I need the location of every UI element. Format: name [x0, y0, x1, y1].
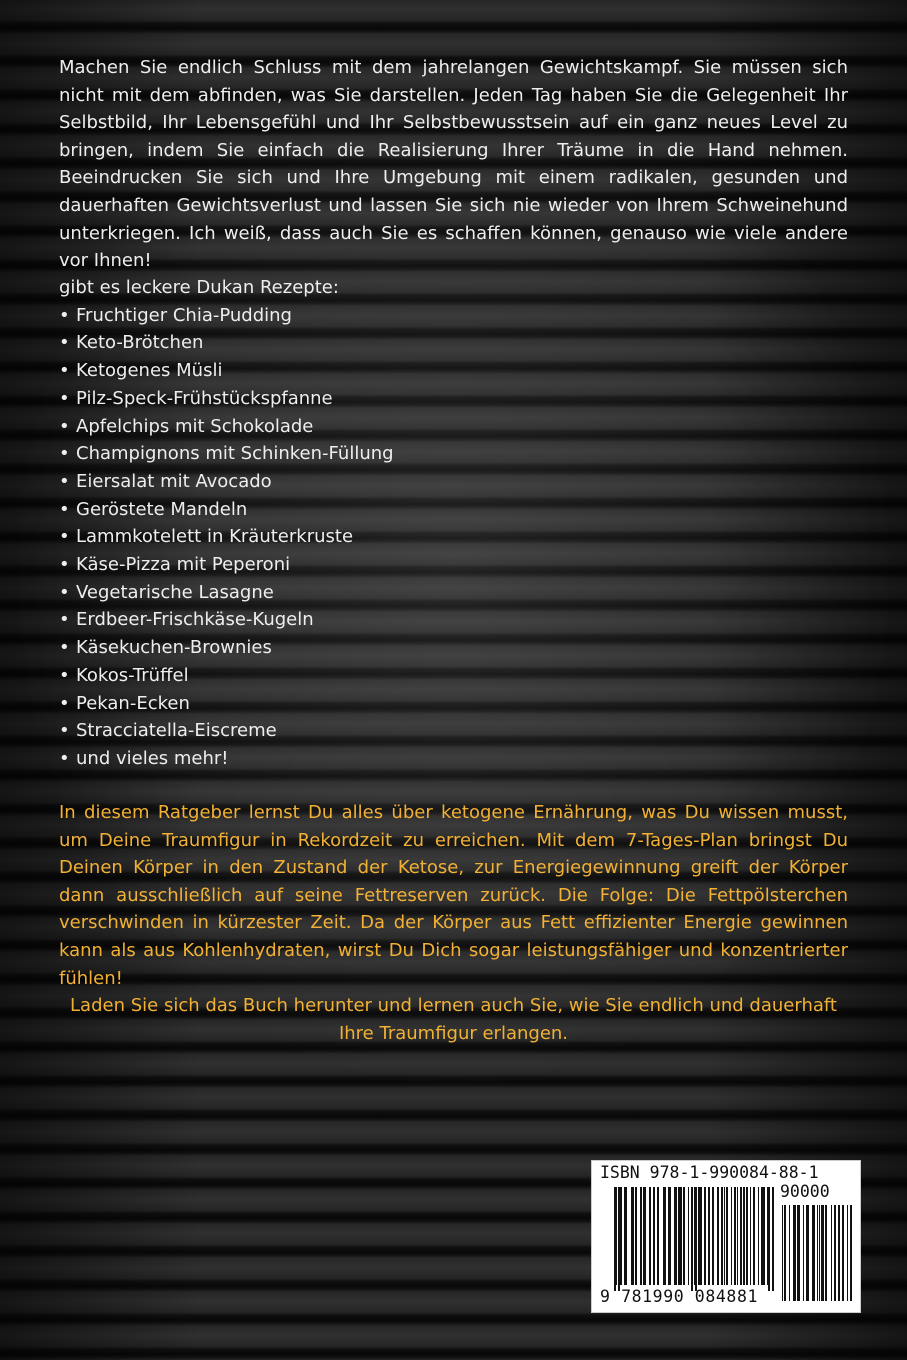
recipe-list-item: [59, 302, 559, 330]
barcode-bar: [683, 1187, 685, 1285]
barcode-guard-bar: [695, 1187, 697, 1291]
recipe-name: Fruchtiger Chia-Pudding: [76, 304, 292, 326]
barcode-bar: [704, 1187, 706, 1285]
recipe-name: Ketogenes Müsli: [76, 360, 223, 382]
barcode-guard-bar: [772, 1187, 774, 1291]
barcode-bar: [668, 1187, 671, 1285]
ean-digits: 9 781990 084881: [600, 1287, 759, 1306]
recipe-name: Käsekuchen-Brownies: [76, 637, 272, 659]
bullet-icon: •: [59, 387, 70, 409]
recipe-list-item: [59, 606, 559, 634]
intro-paragraph: Machen Sie endlich Schluss mit dem jahrelangen Gewichtskampf. Sie müssen sich nicht mit dem abfinden, was Sie darstellen. Jeden Tag haben Sie die Gelegenheit Ihr Selbstbild, Ihr Lebensgefühl und Ihr Selbstbewusstsein auf ein ganz neues Level zu bringen, indem Sie einfach die Realisierung Ihrer Träume in die Hand nehmen. Beeindrucken Sie sich und Ihre Umgebung mit einem radikalen, gesunden und dauerhaften Gewichtsverlust und lassen Sie sich nie wieder von Ihrem Schweinehund unterkriegen. Ich weiß, dass auch Sie es schaffen können, genauso wie viele andere vor Ihnen!: [59, 57, 848, 272]
bullet-icon: •: [59, 692, 70, 714]
recipe-name: Lammkotelett in Kräuterkruste: [76, 526, 354, 548]
recipe-list-item: [59, 468, 559, 496]
recipe-list-item: [59, 413, 559, 441]
barcode-addon-code: 90000: [780, 1182, 830, 1201]
barcode-bar: [793, 1205, 796, 1301]
barcode-bar: [712, 1187, 714, 1285]
barcode-bar: [737, 1187, 738, 1285]
recipe-list-item: [59, 496, 559, 524]
recipe-name: Erdbeer-Frischkäse-Kugeln: [76, 609, 314, 631]
barcode-bar: [850, 1205, 852, 1301]
barcode-bar: [838, 1205, 840, 1301]
recipe-list-item: [59, 385, 559, 413]
bullet-icon: •: [59, 609, 70, 631]
barcode-guard-bar: [691, 1187, 693, 1291]
recipe-name: Kokos-Trüffel: [76, 664, 189, 686]
barcode-guard-bar: [768, 1187, 770, 1291]
bullet-icon: •: [59, 415, 70, 437]
barcode-bar: [834, 1205, 836, 1301]
barcode-bar: [698, 1187, 702, 1285]
call-to-action: Laden Sie sich das Buch herunter und lernen auch Sie, wie Sie endlich und dauerhaft Ihre Traumfigur erlangen.: [70, 995, 837, 1044]
barcode-guard-bar: [614, 1187, 616, 1291]
barcode-bar: [743, 1187, 745, 1285]
recipe-name: Pekan-Ecken: [76, 692, 190, 714]
recipe-list-item: [59, 357, 559, 385]
bullet-icon: •: [59, 470, 70, 492]
recipe-name: Pilz-Speck-Frühstückspfanne: [76, 387, 333, 409]
barcode-bar: [674, 1187, 677, 1285]
bullet-icon: •: [59, 747, 70, 769]
barcode-bar: [819, 1205, 820, 1301]
recipe-list-item: [59, 690, 559, 718]
barcode-bar: [782, 1205, 783, 1301]
barcode-bar: [678, 1187, 682, 1285]
recipe-name: Apfelchips mit Schokolade: [76, 415, 314, 437]
barcode-bar: [657, 1187, 659, 1285]
bullet-icon: •: [59, 498, 70, 520]
bullet-icon: •: [59, 304, 70, 326]
barcode-bar: [708, 1187, 710, 1285]
barcode-bar: [758, 1187, 759, 1285]
bullet-icon: •: [59, 664, 70, 686]
bullet-icon: •: [59, 554, 70, 576]
barcode-bar: [847, 1205, 848, 1301]
recipe-name: Eiersalat mit Avocado: [76, 470, 272, 492]
barcode-bar: [663, 1187, 666, 1285]
barcode-bar: [635, 1187, 637, 1285]
recipe-heading: gibt es leckere Dukan Rezepte:: [59, 277, 339, 298]
barcode-bar: [624, 1187, 627, 1285]
barcode-bar: [817, 1205, 818, 1301]
recipe-name: Vegetarische Lasagne: [76, 581, 274, 603]
isbn-label: ISBN 978-1-990084-88-1: [600, 1163, 819, 1182]
barcode-bar: [789, 1205, 790, 1301]
barcode-bar: [731, 1187, 732, 1285]
barcode-guard-bar: [618, 1187, 620, 1291]
barcode-bar: [631, 1187, 634, 1285]
isbn-barcode-panel: [591, 1160, 861, 1313]
barcode-bar: [761, 1187, 765, 1285]
barcode-bar: [803, 1205, 804, 1301]
barcode-bar: [640, 1187, 642, 1285]
barcode-bar: [842, 1205, 844, 1301]
barcode-bar: [831, 1205, 832, 1301]
barcode-bar: [726, 1187, 728, 1285]
recipe-section: [59, 274, 559, 773]
recipe-list-item: [59, 329, 559, 357]
barcode-bar: [821, 1205, 824, 1301]
recipe-name: Keto-Brötchen: [76, 332, 204, 354]
recipe-list-item: [59, 634, 559, 662]
barcode-bar: [812, 1205, 815, 1301]
barcode-bar: [649, 1187, 651, 1285]
recipe-list-item: [59, 551, 559, 579]
recipe-name: Stracciatella-Eiscreme: [76, 720, 277, 742]
barcode-bar: [797, 1205, 800, 1301]
barcode-bar: [746, 1187, 748, 1285]
barcode-bar: [717, 1187, 719, 1285]
recipe-list-item: [59, 662, 559, 690]
recipe-name: Käse-Pizza mit Peperoni: [76, 554, 291, 576]
barcode-bar: [750, 1187, 751, 1285]
recipe-list: [59, 302, 559, 773]
bullet-icon: •: [59, 581, 70, 603]
barcode-bar: [734, 1187, 736, 1285]
barcode-bar: [724, 1187, 725, 1285]
barcode-bar: [740, 1187, 742, 1285]
recipe-list-item: [59, 523, 559, 551]
bullet-icon: •: [59, 720, 70, 742]
recipe-list-item: [59, 579, 559, 607]
promo-paragraph: In diesem Ratgeber lernst Du alles über ketogene Ernährung, was Du wissen musst, um Deine Traumfigur in Rekordzeit zu erreichen. Mit dem 7-Tages-Plan bringst Du Deinen Körper in den Zustand der Ketose, zur Energiegewinnung greift der Körper dann ausschließlich auf seine Fettreserven zurück. Die Folge: Die Fettpölsterchen verschwinden in kürzester Zeit. Da der Körper aus Fett effizienter Energie gewinnen kann als aus Kohlenhydraten, wirst Du Dich sogar leistungsfähiger und konzentrierter fühlen!: [59, 802, 848, 989]
recipe-name: Champignons mit Schinken-Füllung: [76, 443, 394, 465]
barcode-bar: [643, 1187, 646, 1285]
barcode-bar: [753, 1187, 755, 1285]
barcode-bar: [688, 1187, 689, 1285]
recipe-name: und vieles mehr!: [76, 747, 229, 769]
barcode-bar: [653, 1187, 655, 1285]
bullet-icon: •: [59, 332, 70, 354]
recipe-list-item: [59, 440, 559, 468]
recipe-list-item: [59, 745, 559, 773]
barcode-bar: [825, 1205, 827, 1301]
barcode-bar: [721, 1187, 723, 1285]
promo-section: [59, 799, 848, 1047]
bullet-icon: •: [59, 443, 70, 465]
bullet-icon: •: [59, 526, 70, 548]
bullet-icon: •: [59, 637, 70, 659]
bullet-icon: •: [59, 360, 70, 382]
recipe-list-item: [59, 717, 559, 745]
barcode-bar: [784, 1205, 786, 1301]
recipe-name: Geröstete Mandeln: [76, 498, 248, 520]
barcode-bar: [806, 1205, 809, 1301]
